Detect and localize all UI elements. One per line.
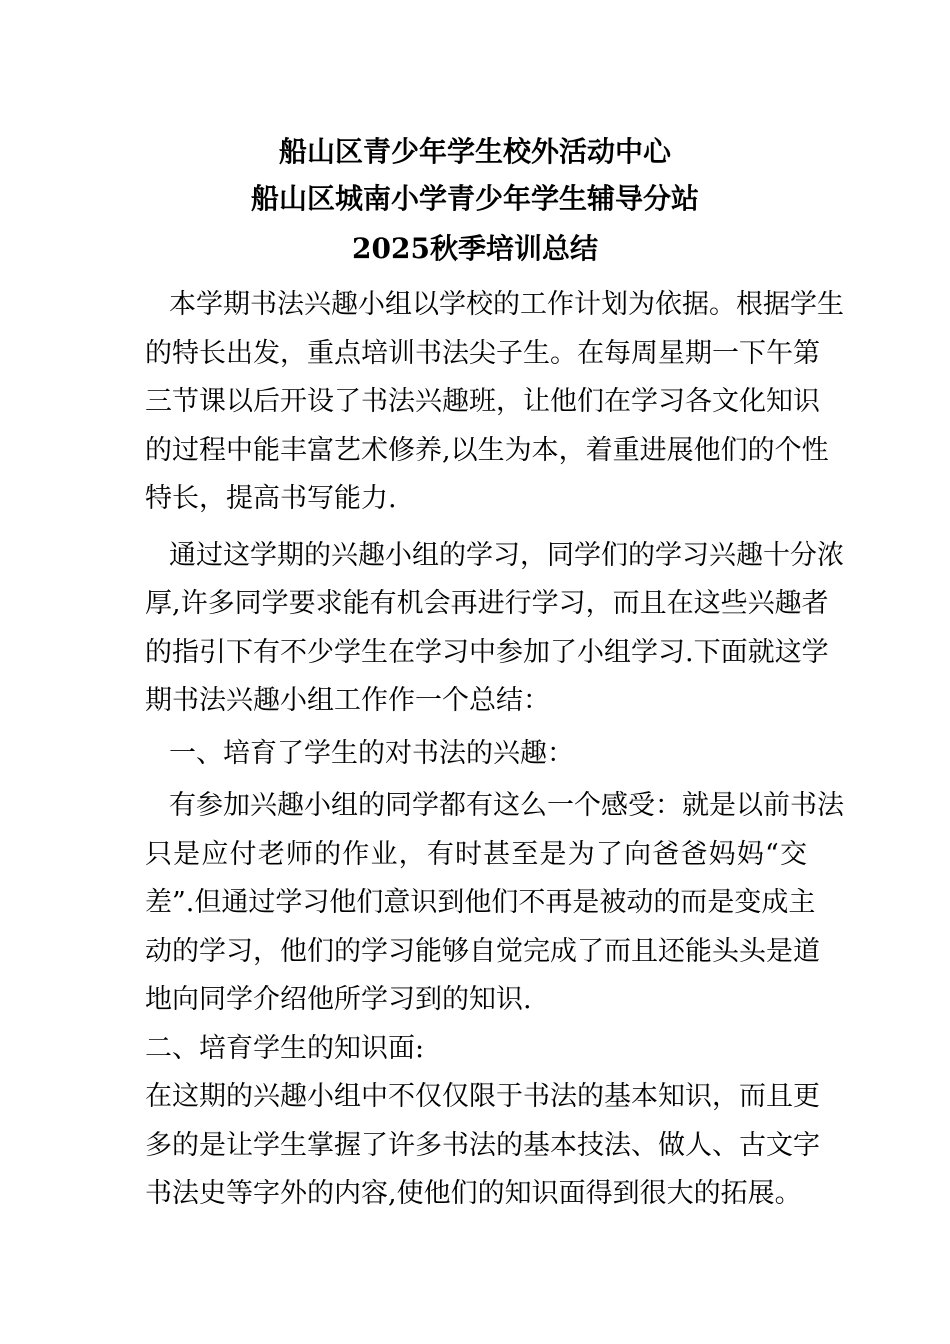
document-title-line-2: 船山区城南小学青少年学生辅导分站: [250, 182, 699, 215]
paragraph-line: 地向同学介绍他所学习到的知识.: [145, 984, 532, 1015]
paragraph-line: 厚,许多同学要求能有机会再进行学习，而且在这些兴趣者: [145, 588, 829, 619]
paragraph-line: 多的是让学生掌握了许多书法的基本技法、做人、古文字: [145, 1129, 820, 1161]
section-heading-line: 一、培育了学生的对书法的兴趣：: [169, 737, 574, 769]
section-heading: [145, 1025, 807, 1074]
paragraph: [145, 1073, 820, 1219]
paragraph-line: 有参加兴趣小组的同学都有这么一个感受：就是以前书法: [169, 790, 844, 821]
document-title-line-1: 船山区青少年学生校外活动中心: [278, 135, 671, 168]
paragraph-line: 动的学习，他们的学习能够自觉完成了而且还能头头是道: [145, 935, 820, 967]
paragraph-line: 三节课以后开设了书法兴趣班，让他们在学习各文化知识: [145, 386, 820, 417]
document-body: [145, 281, 844, 1219]
paragraph: [145, 532, 844, 726]
paragraph-line: 期书法兴趣小组工作作一个总结：: [145, 685, 550, 716]
paragraph-line: 只是应付老师的作业，有时甚至是为了向爸爸妈妈“交: [145, 838, 807, 870]
paragraph-line: 特长，提高书写能力.: [145, 483, 397, 514]
paragraph-line: 的指引下有不少学生在学习中参加了小组学习.下面就这学: [145, 636, 829, 668]
section-heading: [145, 730, 807, 779]
paragraph-line: 的特长出发，重点培训书法尖子生。在每周星期一下午第: [145, 337, 820, 369]
paragraph: [145, 281, 844, 524]
paragraph-line: 本学期书法兴趣小组以学校的工作计划为依据。根据学生: [169, 289, 844, 320]
paragraph-line: 差”.但通过学习他们意识到他们不再是被动的而是变成主: [145, 887, 816, 918]
paragraph: [145, 782, 844, 1025]
paragraph-line: 的过程中能丰富艺术修养,以生为本，着重进展他们的个性: [145, 434, 829, 466]
section-heading-line: 二、培育学生的知识面:: [145, 1032, 425, 1064]
paragraph-line: 书法史等字外的内容,使他们的知识面得到很大的拓展。: [145, 1178, 802, 1209]
paragraph-line: 通过这学期的兴趣小组的学习，同学们的学习兴趣十分浓: [169, 539, 844, 571]
paragraph-line: 在这期的兴趣小组中不仅仅限于书法的基本知识，而且更: [145, 1081, 820, 1112]
document-title-line-3: 2025秋季培训总结: [352, 232, 598, 265]
